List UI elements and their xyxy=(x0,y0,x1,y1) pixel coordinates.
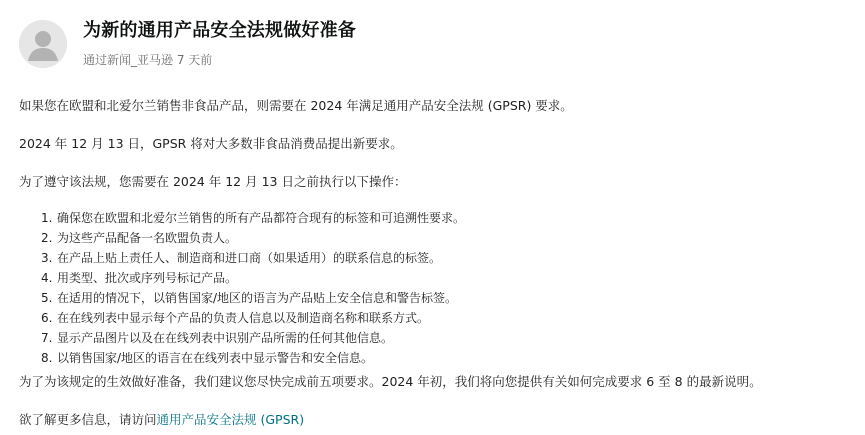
list-item-text: 在产品上贴上责任人、制造商和进口商（如果适用）的联系信息的标签。 xyxy=(57,251,442,265)
intro-paragraph: 如果您在欧盟和北爱尔兰销售非食品产品，则需要在 2024 年满足通用产品安全法规 (GPSR) 要求。 xyxy=(19,98,573,113)
list-item-number: 2. xyxy=(41,231,53,245)
post-meta: 通过新闻_亚马逊 7 天前 xyxy=(83,53,213,67)
more-info-paragraph xyxy=(19,410,304,430)
list-item xyxy=(41,228,465,248)
prep-paragraph: 为了为该规定的生效做好准备，我们建议您尽快完成前五项要求。2024 年初，我们将向您提供有关如何完成要求 6 至 8 的最新说明。 xyxy=(19,374,762,389)
list-item xyxy=(41,248,465,268)
list-item-number: 3. xyxy=(41,251,53,265)
list-item xyxy=(41,328,465,348)
list-item xyxy=(41,308,465,328)
more-info-prefix: 欲了解更多信息，请访问 xyxy=(19,412,157,427)
list-item-text: 在适用的情况下，以销售国家/地区的语言为产品贴上安全信息和警告标签。 xyxy=(57,291,458,305)
date-paragraph: 2024 年 12 月 13 日，GPSR 将对大多数非食品消费品提出新要求。 xyxy=(19,136,403,151)
actions-intro-paragraph: 为了遵守该法规，您需要在 2024 年 12 月 13 日之前执行以下操作： xyxy=(19,174,407,189)
gpsr-link[interactable]: 通用产品安全法规 (GPSR) xyxy=(156,412,305,427)
list-item-number: 5. xyxy=(41,291,53,305)
avatar[interactable] xyxy=(19,20,67,68)
post-title[interactable]: 为新的通用产品安全法规做好准备 xyxy=(83,20,356,41)
list-item-text: 为这些产品配备一名欧盟负责人。 xyxy=(57,231,238,245)
list-item-text: 用类型、批次或序列号标记产品。 xyxy=(57,271,238,285)
list-item-number: 7. xyxy=(41,331,53,345)
list-item-text: 以销售国家/地区的语言在在线列表中显示警告和安全信息。 xyxy=(57,351,374,365)
actions-list xyxy=(41,208,465,368)
list-item xyxy=(41,208,465,228)
list-item-number: 8. xyxy=(41,351,53,365)
list-item-text: 确保您在欧盟和北爱尔兰销售的所有产品都符合现有的标签和可追溯性要求。 xyxy=(57,211,466,225)
list-item-number: 6. xyxy=(41,311,53,325)
list-item xyxy=(41,268,465,288)
user-silhouette-icon xyxy=(19,20,67,68)
list-item xyxy=(41,288,465,308)
list-item-number: 4. xyxy=(41,271,53,285)
list-item xyxy=(41,348,465,368)
list-item-text: 显示产品图片以及在在线列表中识别产品所需的任何其他信息。 xyxy=(57,331,394,345)
post-header xyxy=(19,12,849,70)
list-item-text: 在在线列表中显示每个产品的负责人信息以及制造商名称和联系方式。 xyxy=(57,311,430,325)
list-item-number: 1. xyxy=(41,211,53,225)
